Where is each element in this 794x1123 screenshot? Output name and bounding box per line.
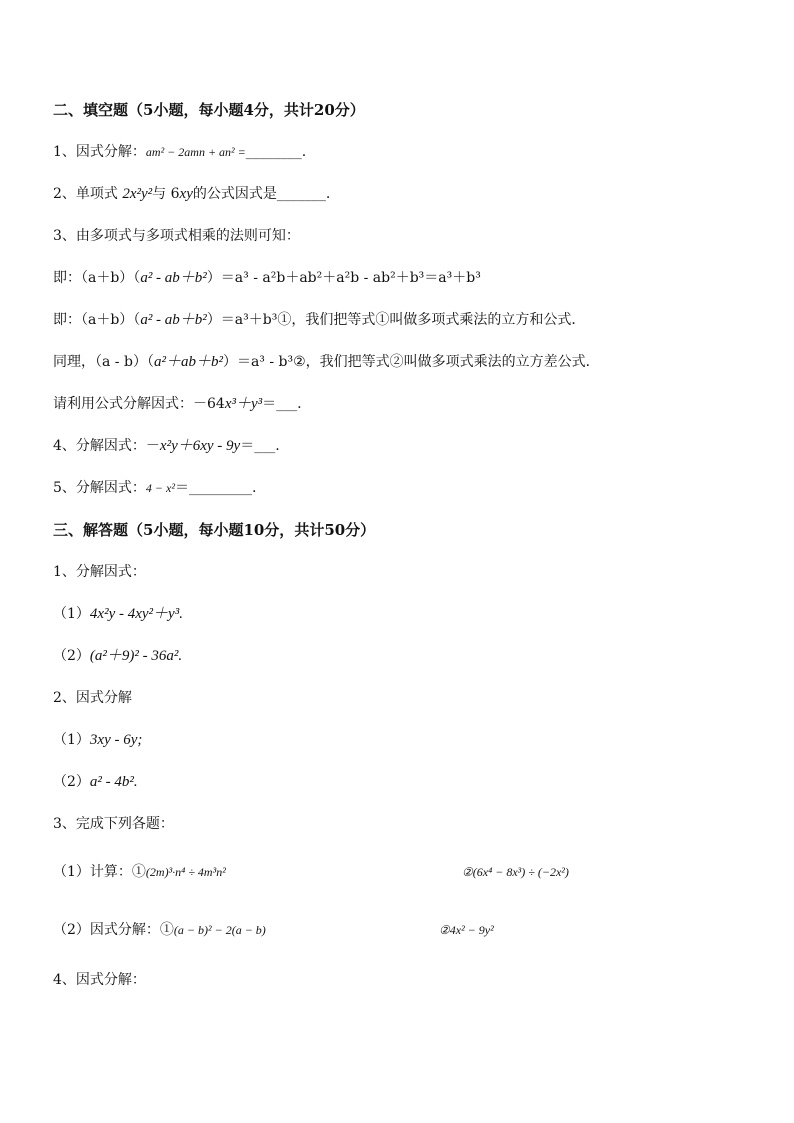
q-prefix: （1）计算：① bbox=[53, 864, 146, 880]
s3-question-3-title: 3、完成下列各题： bbox=[53, 816, 174, 832]
s3-question-3a bbox=[53, 862, 226, 882]
s3-question-1a bbox=[53, 604, 183, 624]
q-math: (2m)³·n⁴ ÷ 4m³n² bbox=[145, 865, 226, 879]
s2-question-3-line2 bbox=[53, 310, 585, 330]
q-suffix: ＝___. bbox=[240, 438, 280, 454]
q-suffix: ＝___. bbox=[262, 396, 302, 412]
q-prefix: （1） bbox=[53, 606, 90, 622]
q-math: 4x²y - 4xy²＋y³. bbox=[89, 606, 183, 622]
q-math: 3xy - 6y; bbox=[89, 732, 143, 748]
q-prefix: （1） bbox=[53, 732, 90, 748]
q-math: a²＋ab＋b² bbox=[153, 354, 223, 370]
q-suffix: ）＝a³＋b³①，我们把等式①叫做多项式乘法的立方和公式． bbox=[206, 312, 586, 328]
s3-question-2a bbox=[53, 730, 142, 750]
s2-question-5 bbox=[53, 478, 256, 498]
section3-heading: 三、解答题（5小题，每小题10分，共计50分） bbox=[53, 521, 376, 539]
q-prefix: （2） bbox=[53, 648, 90, 664]
q-prefix: 5、分解因式： bbox=[53, 480, 146, 496]
q-prefix: 4、分解因式：－ bbox=[53, 438, 160, 454]
q-prefix: 2、单项式 bbox=[53, 186, 123, 202]
q-math-b: xy bbox=[179, 186, 193, 202]
s3-question-1-title: 1、分解因式： bbox=[53, 564, 146, 580]
q-math: x²y＋6xy - 9y bbox=[159, 438, 241, 454]
answer-blank: ________. bbox=[245, 144, 307, 160]
q-math-a: 2x²y² bbox=[122, 186, 153, 202]
q-suffix: ）＝a³ - b³②，我们把等式②叫做多项式乘法的立方差公式． bbox=[222, 354, 600, 370]
s2-question-3-line3 bbox=[53, 352, 600, 372]
s3-question-3b bbox=[53, 920, 266, 940]
s2-question-4 bbox=[53, 436, 280, 456]
q-prefix: 即：（a＋b）（ bbox=[53, 270, 141, 286]
q-prefix: 1、因式分解： bbox=[53, 144, 146, 160]
q-prefix: （2） bbox=[53, 774, 90, 790]
q-math: (a − b)² − 2(a − b) bbox=[173, 923, 266, 937]
q-math: (a²＋9)² - 36a². bbox=[89, 648, 183, 664]
q-math: 4 − x² bbox=[145, 481, 175, 495]
q-math: am² − 2amn + an² = bbox=[145, 145, 246, 159]
section2-heading: 二、填空题（5小题，每小题4分，共计20分） bbox=[53, 101, 365, 119]
s2-question-3-ask bbox=[53, 394, 302, 414]
q-suffix: ）＝a³ - a²b＋ab²＋a²b - ab²＋b³＝a³＋b³ bbox=[206, 270, 481, 286]
q-suffix: 的公式因式是_______. bbox=[192, 186, 331, 202]
q-math: a² - ab＋b² bbox=[140, 270, 207, 286]
q-prefix: （2）因式分解：① bbox=[53, 922, 174, 938]
q-math: a² - ab＋b² bbox=[140, 312, 207, 328]
q-prefix: 请利用公式分解因式：－64 bbox=[53, 396, 225, 412]
s2-question-1 bbox=[53, 142, 306, 162]
s3-question-2-title: 2、因式分解 bbox=[53, 690, 132, 706]
s3-question-4-title: 4、因式分解： bbox=[53, 972, 146, 988]
s3-question-1b bbox=[53, 646, 182, 666]
s3-question-2b bbox=[53, 772, 138, 792]
s2-question-3-line1 bbox=[53, 268, 481, 288]
q-prefix: 同理，（a - b）（ bbox=[53, 354, 154, 370]
q-suffix: ＝_________. bbox=[174, 480, 257, 496]
q-mid: 与 6 bbox=[152, 186, 180, 202]
q-prefix: 即：（a＋b）（ bbox=[53, 312, 141, 328]
s3-question-3b-part2: ②4x² − 9y² bbox=[439, 923, 494, 937]
s2-question-3-intro: 3、由多项式与多项式相乘的法则可知： bbox=[53, 228, 300, 244]
s2-question-2 bbox=[53, 184, 330, 204]
s3-question-3a-part2: ②(6x⁴ − 8x³) ÷ (−2x²) bbox=[462, 865, 569, 879]
q-math: x³＋y³ bbox=[224, 396, 263, 412]
q-math: a² - 4b². bbox=[89, 774, 138, 790]
